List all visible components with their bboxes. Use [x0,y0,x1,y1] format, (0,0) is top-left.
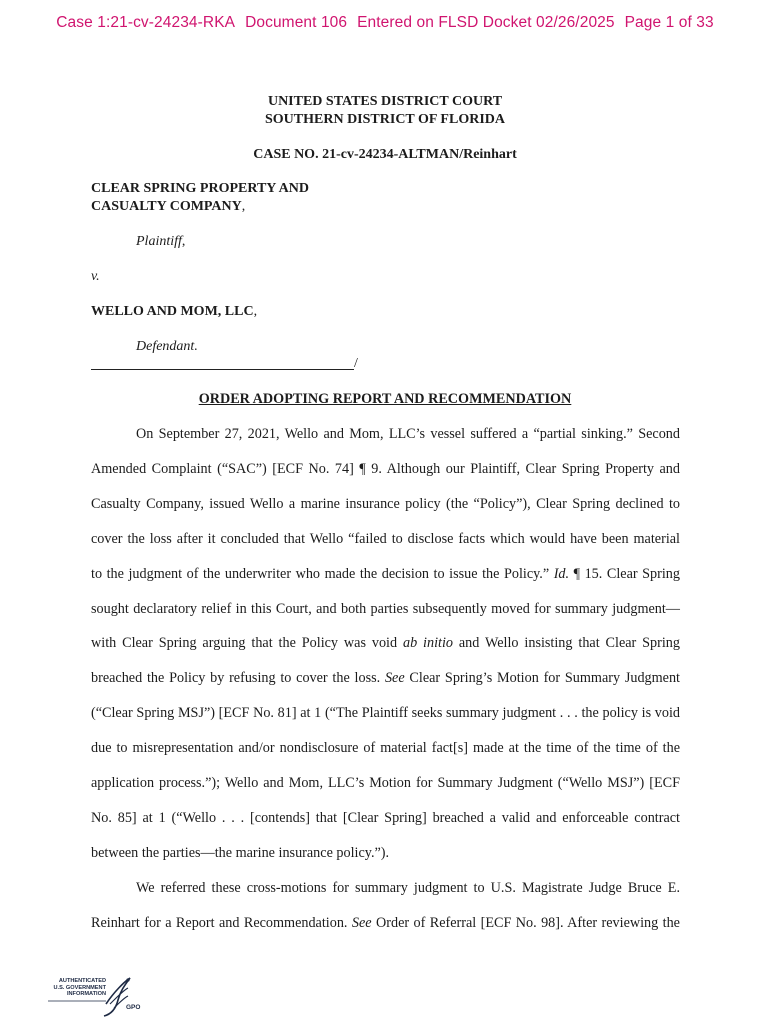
plaintiff-name-line2-text: CASUALTY COMPANY [91,199,242,214]
docket-header-stamp [0,14,770,32]
order-title: ORDER ADOPTING REPORT AND RECOMMENDATION [198,391,572,407]
body-text-line [91,635,680,652]
body-text-line: application process.”); Wello and Mom, LLC’s Motion for Summary Judgment (“Wello MSJ”) [ECF [91,775,680,791]
court-name: UNITED STATES DISTRICT COURT [267,94,503,109]
body-text-line: We referred these cross-motions for summary judgment to U.S. Magistrate Judge Bruce E. [136,880,680,896]
body-text-segment: to the judgment of the underwriter who made the decision to issue the Policy.” [91,565,554,582]
gpo-eagle-icon [44,974,134,1018]
court-district: SOUTHERN DISTRICT OF FLORIDA [265,112,505,127]
body-italic-citation: See [351,914,372,931]
gpo-seal-line1: AUTHENTICATED [58,978,106,984]
body-text-line: between the parties—the marine insurance policy.”). [91,844,390,861]
body-italic-citation: Id. [553,565,570,582]
defendant-name-comma: , [253,304,258,319]
body-text-segment: with Clear Spring arguing that the Policy was void [91,635,403,652]
body-text-line: Casualty Company, issued Wello a marine insurance policy (the “Policy”), Clear Spring declined to [91,495,680,512]
gpo-seal-line2: U.S. GOVERNMENT [53,984,106,991]
body-text-line: Amended Complaint (“SAC”) [ECF No. 74] ¶ 9. Although our Plaintiff, Clear Spring Property and [91,460,680,477]
body-text-segment: ¶ 15. Clear Spring [569,565,680,582]
defendant-name [91,304,257,320]
body-text-segment: Clear Spring’s Motion for Summary Judgment [404,670,680,687]
plaintiff-role-text: Plaintiff [136,234,182,249]
gpo-seal-line3: INFORMATION [66,991,106,998]
caption-slash: / [354,356,358,371]
plaintiff-role-label [136,234,185,250]
body-text-line: No. 85] at 1 (“Wello . . . [contends] that [Clear Spring] breached a valid and enforceable contract [91,809,680,826]
document-number-stamp: Document 106 [245,14,348,31]
body-text-segment: Reinhart for a Report and Recommendation. [91,914,352,931]
plaintiff-name-line1: CLEAR SPRING PROPERTY AND [91,181,309,196]
plaintiff-name-comma: , [241,199,246,214]
body-italic-citation: See [384,670,405,687]
body-text-line: (“Clear Spring MSJ”) [ECF No. 81] at 1 (“The Plaintiff seeks summary judgment . . . the policy is void [91,705,680,722]
body-text-line [91,915,680,932]
body-text-line [91,670,680,687]
defendant-role-label: Defendant. [136,339,198,354]
case-number-heading: CASE NO. 21-cv-24234-ALTMAN/Reinhart [253,147,517,162]
gpo-authentication-seal [44,974,141,1018]
entered-date-stamp: Entered on FLSD Docket 02/26/2025 [357,14,615,31]
plaintiff-role-comma: , [181,234,186,249]
versus-label: v. [91,269,100,284]
plaintiff-name-line2 [91,199,245,215]
body-text-line: cover the loss after it concluded that Wello “failed to disclose facts which would have been material [91,530,680,547]
body-text-segment: Order of Referral [ECF No. 98]. After reviewing the [371,914,680,931]
body-text-line: due to misrepresentation and/or nondisclosure of material fact[s] made at the time of the time of the [91,740,680,757]
body-italic-citation: ab initio [402,635,453,652]
defendant-name-text: WELLO AND MOM, LLC [91,304,254,319]
body-text-segment: breached the Policy by refusing to cover the loss. [91,670,385,687]
case-number-stamp: Case 1:21-cv-24234-RKA [56,14,236,31]
body-text-segment: and Wello insisting that Clear Spring [453,635,680,652]
page-count-stamp: Page 1 of 33 [624,14,714,31]
body-text-line [91,566,680,583]
gpo-mark: GPO [126,1004,141,1011]
body-text-line: sought declaratory relief in this Court, and both parties subsequently moved for summary judgment— [91,600,680,617]
body-text-line: On September 27, 2021, Wello and Mom, LLC’s vessel suffered a “partial sinking.” Second [136,426,680,442]
caption-divider-line [91,359,354,370]
